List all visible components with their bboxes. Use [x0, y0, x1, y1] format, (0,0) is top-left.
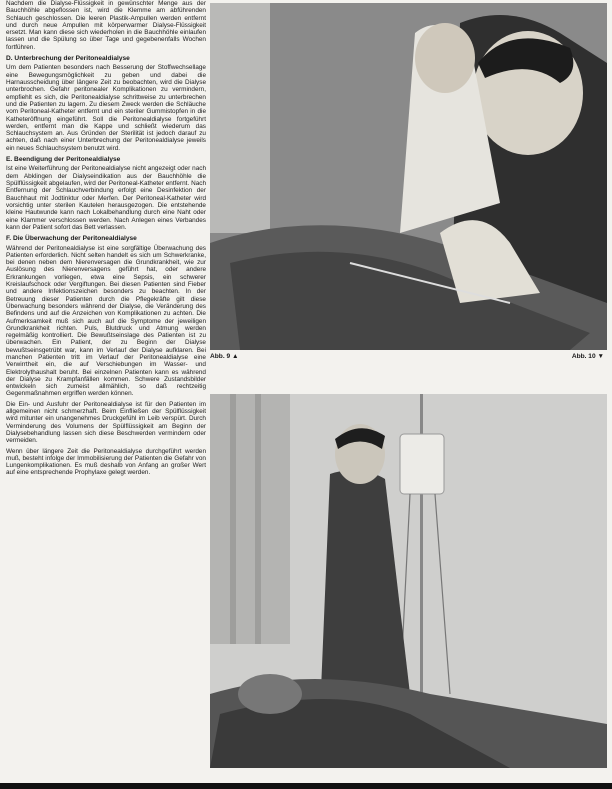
photo-catheter-procedure — [210, 3, 607, 350]
paragraph-ein-ausfuhr: Die Ein- und Ausfuhr der Peritonealdialyse ist für den Patienten im allgemeinen nicht schmerzhaft. Beim Einfließen der Spülflüssigkeit wird mitunter ein unangenehmes Druckgefühl im Leib verspürt. Durch Verminderung des Volumens der Spülflüssigkeit am Beginn der Dialysebehandlung lassen sich diese Beschwerden vermindern oder vermeiden. — [6, 400, 206, 445]
photo-infusion-scene — [210, 394, 607, 768]
photo-catheter-scene — [210, 3, 607, 350]
paragraph-langzeit: Wenn über längere Zeit die Peritonealdialyse durchgeführt werden muß, besteht infolge der Immobilisierung der Patienten die Gefahr von Lungenkomplikationen. Es muß deshalb von Anfang an großer Wert auf eine entsprechende Prophylaxe gelegt werden. — [6, 447, 206, 477]
bottom-edge-bar — [0, 783, 612, 789]
section-text-ueberwachung: Während der Peritonealdialyse ist eine sorgfältige Überwachung des Patienten erforderlich. Nicht selten handelt es sich um Schwerkranke, bei denen neben dem Nierenversagen die Grundkrankheit, wie zur Auslösung des Nierenversagens geführt hat, oder andere Erkrankungen vorliegen, etwa eine Sepsis, ein schwerer Kreislaufschock oder Vergiftungen. Bei diesen Patienten sind Fieber und andere Infektionszeichen besonders zu beachten. In der Betreuung dieser Patienten durch die Pflegekräfte gilt diese Überwachung besonders während der Dialyse, die Veränderung des Befindens und auf die Anzeichen von Komplikationen zu achten. Die Aufmerksamkeit muß sich auch auf die Symptome der jeweiligen Grundkrankheit richten. Puls, Blutdruck und Atmung werden regelmäßig kontrolliert. Die Bewußtseinslage des Patienten ist zu überwachen. Ein Patient, der zu Beginn der Dialyse bewußtseinsgetrübt war, kann im Verlauf der Dialyse aufklaren. Bei manchen Patienten tritt im Verlauf der Peritonealdialyse eine Verwirrtheit ein, die auf Verschiebungen im Wasser- und Elektrolythaushalt beruht. Bei einzelnen Patienten kann es während der Dialyse zu Krampfanfällen kommen. Schwere Zustandsbilder entwickeln sich zumeist allmählich, so daß rechtzeitig Gegenmaßnahmen ergriffen werden können. — [6, 244, 206, 398]
section-heading-ueberwachung: F. Die Überwachung der Peritonealdialyse — [6, 235, 137, 243]
section-text-unterbrechung: Um dem Patienten besonders nach Besserung der Stoffwechsellage eine Bewegungsmöglichkeit zu geben und dabei die Harnausscheidung über längere Zeit zu beobachten, wird die Dialyse unterbrochen. Gefahr peritonealer Komplikationen zu vermindern, empfiehlt es sich, die Peritonealdialyse schrittweise zu unterbrechen und die Patienten zu lagern. Zu diesem Zweck werden die Schläuche vom Peritoneal-Katheter entfernt und ein steriler Gummistopfen in die Katheteröffnung eingeführt. Soll die Peritonealdialyse fortgeführt werden, entfernt man die Kappe und schließt wiederum das Schlauchsystem an. Aus Gründen der Sterilität ist jedoch darauf zu achten, daß nach einer Unterbrechung der Peritonealdialyse jeweils ein neues Schlauchsystem benutzt wird. — [6, 64, 206, 152]
intro-paragraph: Nachdem die Dialyse-Flüssigkeit in gewünschter Menge aus der Bauchhöhle abgeflossen ist, wird die Klemme am abführenden Schlauch geschlossen. Die leeren Plastik-Ampullen werden entfernt und durch neue Ampullen mit körperwarmer Dialyse-Flüssigkeit ersetzt. Man kann diese sich wiederholen in die Bauchhöhle einlaufen lassen und die Spülung so über Tage und gegebenenfalls Wochen fortführen. — [6, 0, 206, 51]
article-column — [6, 0, 206, 784]
section-text-beendigung: Ist eine Weiterführung der Peritonealdialyse nicht angezeigt oder nach dem Abklingen der Dialyseindikation aus der Bauchhöhle die Spülflüssigkeit abgelaufen, wird der Peritoneal-Katheter entfernt. Nach Entfernung der Schlauchverbindung erfolgt eine Desinfektion der Bauchhaut mit Jodtinktur oder Merfen. Der Peritoneal-Katheter wird vorsichtig unter sterilen Kautelen herausgezogen. Die entstehende kleine Hautwunde kann nach Lokalbehandlung durch eine Naht oder eine Klammer verschlossen werden. Nach Anlegen eines Verbandes kann der Patient sofort das Bett verlassen. — [6, 165, 206, 231]
figure-caption-right: Abb. 10 ▼ — [571, 353, 604, 360]
figure-caption-left: Abb. 9 ▲ — [210, 353, 239, 360]
section-heading-unterbrechung: D. Unterbrechung der Peritonealdialyse — [6, 55, 130, 63]
photo-dialysis-infusion — [210, 394, 607, 768]
section-heading-beendigung: E. Beendigung der Peritonealdialyse — [6, 156, 121, 164]
